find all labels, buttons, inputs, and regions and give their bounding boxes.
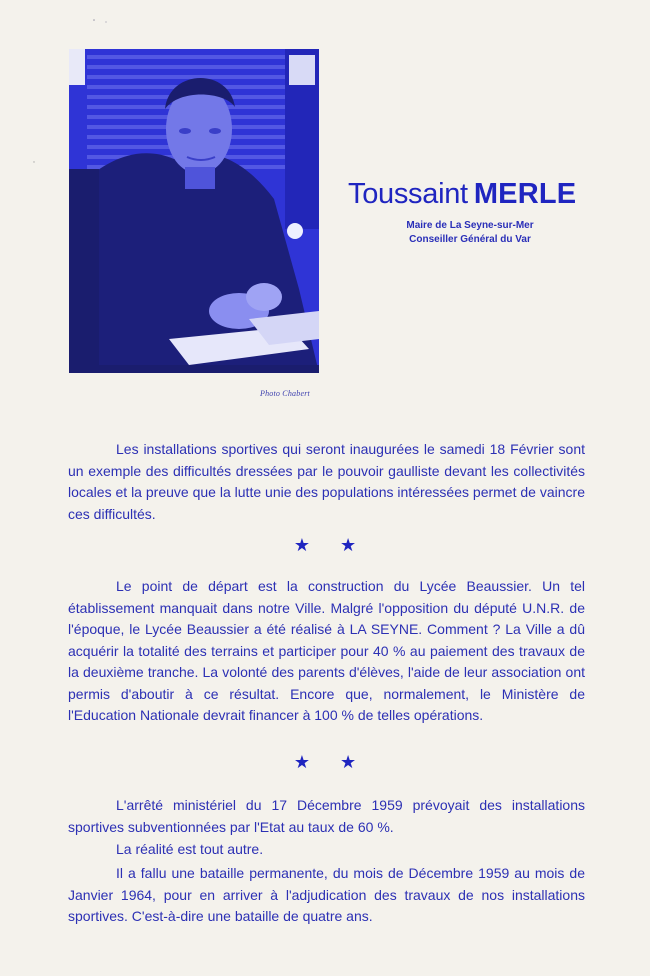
photo-caption: Photo Chabert [260,389,310,398]
star-icon: ★ [293,752,310,772]
person-name [348,178,576,211]
portrait-photo [69,49,319,373]
paragraph-realite: La réalité est tout autre. [116,841,264,857]
last-name: MERLE [473,178,577,210]
first-name: Toussaint [348,178,468,210]
star-separator [0,752,650,773]
star-icon: ★ [340,535,357,555]
title-councillor: Conseiller Général du Var [409,234,531,245]
star-icon: ★ [340,752,357,772]
paragraph-arrete: L'arrêté ministériel du 17 Décembre 1959 prévoyait des installations sportives subventionnées par l'Etat au taux de 60 %. [68,797,585,835]
paragraph-lycee: Le point de départ est la construction du Lycée Beaussier. Un tel établissement manquait dans notre Ville. Malgré l'opposition du député U.N.R. de l'époque, le Lycée Beaussier a été réalisé à LA SEYNE. Comment ? La Ville a dû acquérir la totalité des terrains et participer pour 40 % au paiement des travaux de la deuxième tranche. La volonté des parents d'élèves, l'aide de leur association ont permis d'aboutir à ce résultat. Encore que, normalement, le Ministère de l'Education Nationale devrait financer à 100 % de telles opérations. [68,578,585,723]
star-icon: ★ [293,535,310,555]
paragraph-intro: Les installations sportives qui seront inaugurées le samedi 18 Février sont un exemple des difficultés dressées par le pouvoir gaulliste devant les collectivités locales et la preuve que la lutte unie des populations intéressées permet de vaincre ces difficultés. [68,441,585,522]
paragraph-bataille: Il a fallu une bataille permanente, du mois de Décembre 1959 au mois de Janvier 1964, pour en arriver à l'adjudication des travaux de nos installations sportives. C'est-à-dire une bataille de quatre ans. [68,865,585,924]
title-mayor: Maire de La Seyne-sur-Mer [406,220,534,231]
star-separator [0,535,650,556]
person-titles [380,219,560,247]
